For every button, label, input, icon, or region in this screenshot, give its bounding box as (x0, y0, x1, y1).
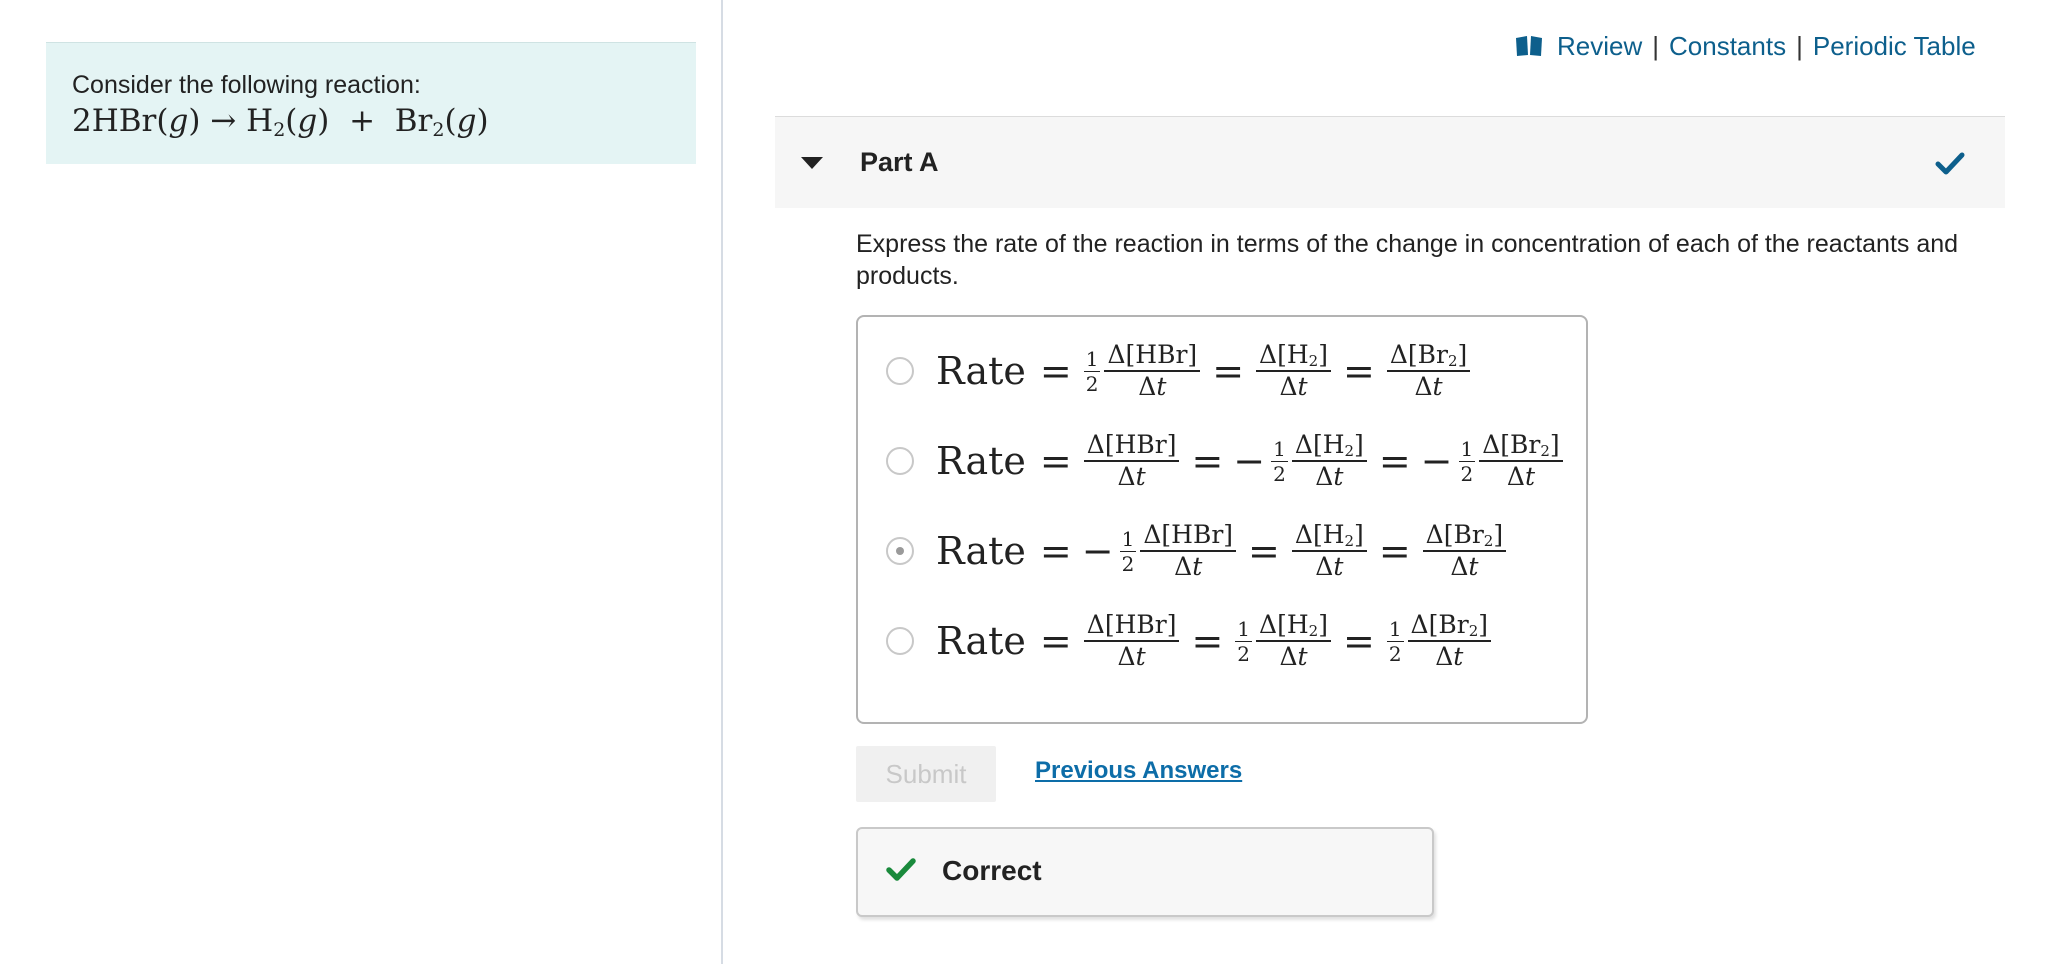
product-h: H (246, 103, 274, 139)
constants-link[interactable]: Constants (1669, 30, 1787, 61)
fraction-h2: $\frac{\Delta[H_2]}{\Delta t}$ (1256, 610, 1331, 672)
minus-sign: − (1420, 439, 1453, 483)
fraction-br2: $\frac{\Delta[Br_2]}{\Delta t}$ (1408, 610, 1491, 672)
plus-sign: + (349, 103, 376, 139)
minus-sign: − (1233, 439, 1266, 483)
submit-button[interactable]: Submit (856, 746, 996, 802)
fraction-one-half: $\frac{1}{2}$ (1121, 526, 1135, 576)
equals-sign: = (1378, 529, 1411, 573)
state-label: g (168, 103, 189, 139)
checkmark-icon (1935, 151, 1965, 177)
checkmark-icon (886, 857, 916, 883)
product-br: Br (394, 103, 433, 139)
fraction-h2: $\frac{\Delta[H_2]}{\Delta t}$ (1292, 520, 1367, 582)
answer-option-1[interactable] (886, 331, 1576, 411)
fraction-hbr: $\frac{\text{Δ[HBr]}}{\Delta t}$ (1084, 610, 1180, 672)
fraction-br2: $\frac{\Delta[Br_2]}{\Delta t}$ (1423, 520, 1506, 582)
equals-sign: = (1342, 619, 1375, 663)
rate-expression (936, 511, 1508, 591)
rate-word: Rate (936, 439, 1026, 483)
pane-divider[interactable] (721, 0, 723, 964)
product-br-subscript: 2 (432, 119, 445, 141)
fraction-hbr: $\frac{\text{Δ[HBr]}}{\Delta t}$ (1140, 520, 1236, 582)
fraction-one-half: $\frac{1}{2}$ (1237, 616, 1251, 666)
product-h-subscript: 2 (273, 119, 286, 141)
periodic-table-link[interactable]: Periodic Table (1812, 30, 1976, 61)
previous-answers-link[interactable]: Previous Answers (1035, 757, 1243, 784)
reaction-equation: $2HBr(g) \to H_2(g) + Br_2(g)$ (72, 103, 489, 141)
radio-button[interactable] (886, 447, 914, 475)
equals-sign: = (1191, 619, 1224, 663)
fraction-hbr: $\frac{\text{Δ[HBr]}}{\Delta t}$ (1104, 340, 1200, 402)
fraction-one-half: $\frac{1}{2}$ (1273, 436, 1286, 486)
radio-button[interactable] (886, 627, 914, 655)
rate-expression (936, 421, 1565, 501)
answer-options (856, 315, 1588, 724)
part-a-header[interactable] (775, 116, 2005, 208)
state-label: g (297, 103, 318, 139)
intro-text: Consider the following reaction: (72, 71, 421, 99)
equals-sign: = (1039, 529, 1072, 573)
feedback-label: Correct (942, 855, 1042, 886)
coefficient: 2 (72, 103, 92, 139)
equals-sign: = (1039, 439, 1072, 483)
equals-sign: = (1039, 619, 1072, 663)
state-label: g (456, 103, 477, 139)
reaction-arrow: → (210, 103, 237, 139)
link-separator: | (1796, 30, 1803, 61)
equals-sign: = (1342, 349, 1375, 393)
equals-sign: = (1039, 349, 1072, 393)
question-text: Express the rate of the reaction in terms of the change in concentration of each of the reactants and products. (856, 230, 1959, 290)
radio-button-selected[interactable] (886, 537, 914, 565)
review-link[interactable]: Review (1557, 30, 1643, 61)
equals-sign: = (1191, 439, 1224, 483)
fraction-one-half: $\frac{1}{2}$ (1085, 346, 1099, 396)
left-pane (0, 0, 722, 964)
rate-word: Rate (936, 529, 1026, 573)
answer-option-3[interactable] (886, 511, 1576, 591)
resource-links (1515, 28, 1976, 64)
link-separator: | (1652, 30, 1660, 61)
fraction-one-half: $\frac{1}{2}$ (1388, 616, 1402, 666)
equals-sign: = (1212, 349, 1245, 393)
fraction-br2: $\frac{\Delta[Br_2]}{\Delta t}$ (1479, 430, 1562, 492)
fraction-hbr: $\frac{\text{Δ[HBr]}}{\Delta t}$ (1084, 430, 1180, 492)
radio-button[interactable] (886, 357, 914, 385)
answer-option-4[interactable] (886, 601, 1576, 681)
book-icon (1515, 35, 1543, 57)
answer-option-2[interactable] (886, 421, 1576, 501)
part-title: Part A (860, 147, 939, 177)
rate-word: Rate (936, 349, 1026, 393)
rate-expression (936, 601, 1493, 681)
fraction-one-half: $\frac{1}{2}$ (1460, 436, 1474, 486)
rate-expression (936, 331, 1472, 411)
rate-word: Rate (936, 619, 1026, 663)
fraction-br2: $\frac{\Delta[Br_2]}{\Delta t}$ (1387, 340, 1470, 402)
feedback-box (856, 827, 1434, 917)
intro-box (46, 42, 696, 164)
reactant-hbr: HBr (91, 103, 157, 139)
equals-sign: = (1248, 529, 1280, 573)
fraction-h2: $\frac{\Delta[H_2]}{\Delta t}$ (1292, 430, 1367, 492)
minus-sign: − (1081, 529, 1114, 573)
equals-sign: = (1378, 439, 1411, 483)
fraction-h2: $\frac{\Delta[H_2]}{\Delta t}$ (1256, 340, 1331, 402)
collapse-caret-icon[interactable] (801, 157, 823, 169)
